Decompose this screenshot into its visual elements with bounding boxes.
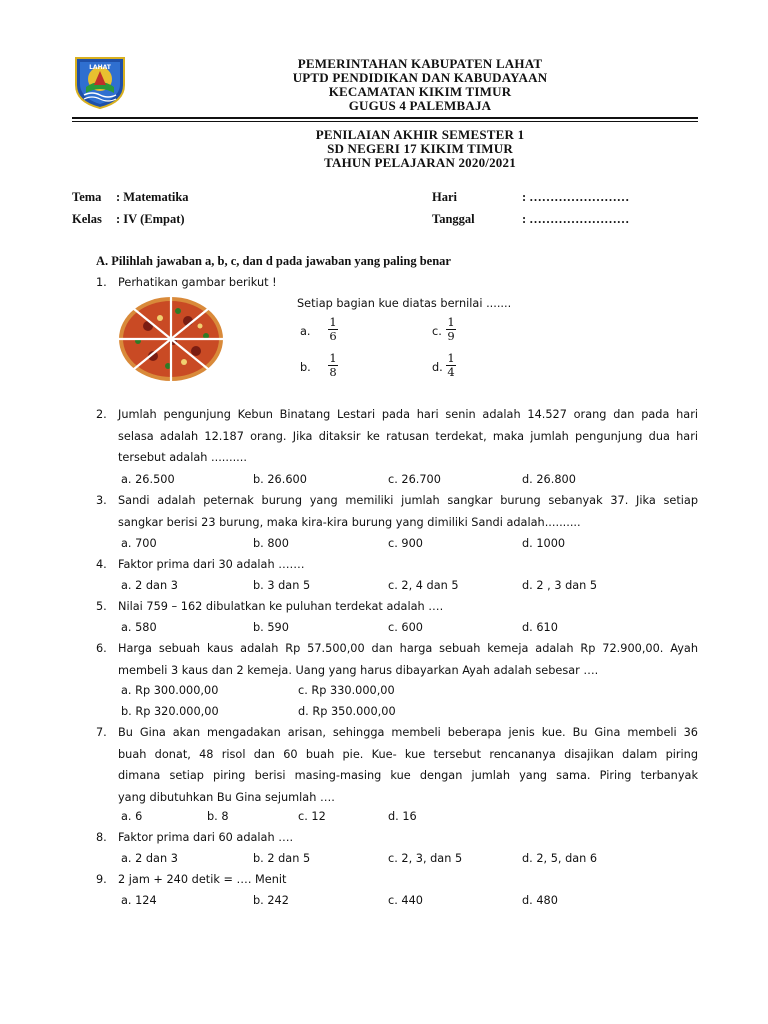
q1-option-c-label: c. — [432, 325, 442, 338]
hari-label: Hari — [432, 190, 457, 204]
q7-line-2: buah donat, 48 risol dan 60 buah pie. Kue- kue tersebut rencananya disajikan dalam piring — [118, 747, 698, 761]
q7-line-1: Bu Gina akan mengadakan arisan, sehingga membeli beberapa jenis kue. Bu Gina membeli 36 — [118, 726, 698, 739]
q5-option-a: a. 580 — [121, 621, 157, 634]
q2-line-1: Jumlah pengunjung Kebun Binatang Lestari pada hari senin adalah 14.527 orang dan pada hari — [118, 408, 698, 421]
q7-option-a: a. 6 — [121, 810, 143, 823]
q7-number: 7. — [96, 726, 107, 739]
exam-title-line-1: PENILAIAN AKHIR SEMESTER 1 — [315, 127, 525, 142]
q6-option-b: b. Rp 320.000,00 — [121, 705, 219, 718]
q7-line-4: yang dibutuhkan Bu Gina sejumlah …. — [118, 790, 335, 804]
q1-option-b-denominator: 8 — [329, 365, 337, 379]
tema-label: Tema — [72, 190, 102, 204]
q1-option-b-numerator: 1 — [329, 351, 337, 365]
q2-number: 2. — [96, 408, 107, 421]
tanggal-value: : …………………… — [522, 212, 630, 226]
q1-option-c-fraction — [446, 316, 456, 343]
q1-option-d-fraction — [446, 352, 456, 379]
q7-option-d: d. 16 — [388, 810, 417, 823]
q9-number: 9. — [96, 873, 107, 886]
header-line-4: GUGUS 4 PALEMBAJA — [348, 98, 492, 113]
q2-text — [118, 404, 698, 469]
q2-option-b: b. 26.600 — [253, 473, 307, 486]
q1-option-d-denominator: 4 — [447, 365, 455, 379]
q1-number: 1. — [96, 276, 107, 289]
q5-number: 5. — [96, 600, 107, 613]
q5-text: Nilai 759 – 162 dibulatkan ke puluhan terdekat adalah …. — [118, 600, 444, 613]
q5-option-d: d. 610 — [522, 621, 558, 634]
q8-option-c: c. 2, 3, dan 5 — [388, 852, 463, 865]
q1-option-d-numerator: 1 — [447, 351, 455, 365]
q6-option-a: a. Rp 300.000,00 — [121, 684, 219, 697]
q9-option-a: a. 124 — [121, 894, 157, 907]
q4-option-a: a. 2 dan 3 — [121, 579, 178, 592]
q3-option-a: a. 700 — [121, 537, 157, 550]
q3-line-2: sangkar berisi 23 burung, maka kira-kira burung yang dimiliki Sandi adalah.......... — [118, 515, 581, 529]
q1-text: Perhatikan gambar berikut ! — [118, 276, 277, 289]
q2-option-a: a. 26.500 — [121, 473, 175, 486]
kelas-value: : IV (Empat) — [116, 212, 185, 226]
q3-option-b: b. 800 — [253, 537, 289, 550]
exam-title-line-2: SD NEGERI 17 KIKIM TIMUR — [327, 141, 513, 156]
q1-option-b-fraction — [328, 352, 338, 379]
q7-line-3: dimana setiap piring berisi masing-masing kue dengan jumlah yang sama. Piring terbanyak — [118, 769, 698, 782]
q8-text: Faktor prima dari 60 adalah …. — [118, 831, 294, 844]
q1-option-a-fraction — [328, 316, 338, 343]
q1-option-b-label: b. — [300, 361, 311, 374]
header-line-2: UPTD PENDIDIKAN DAN KABUDAYAAN — [292, 70, 548, 85]
logo-text: LAHAT — [89, 64, 111, 71]
q3-line-1: Sandi adalah peternak burung yang memiliki jumlah sangkar burung sebanyak 37. Jika setiap — [118, 494, 698, 507]
q4-number: 4. — [96, 558, 107, 571]
q3-number: 3. — [96, 494, 107, 507]
header-line-1: PEMERINTAHAN KABUPATEN LAHAT — [297, 56, 543, 71]
q1-option-c-denominator: 9 — [447, 329, 455, 343]
hari-value: : …………………… — [522, 190, 630, 204]
kelas-label: Kelas — [72, 212, 102, 226]
q3-option-c: c. 900 — [388, 537, 423, 550]
q5-option-b: b. 590 — [253, 621, 289, 634]
q8-option-a: a. 2 dan 3 — [121, 852, 178, 865]
q4-option-d: d. 2 , 3 dan 5 — [522, 579, 598, 592]
q6-text — [118, 638, 698, 681]
header-divider-thick — [72, 117, 698, 119]
q7-text — [118, 722, 698, 808]
q8-option-d: d. 2, 5, dan 6 — [522, 852, 598, 865]
q9-text: 2 jam + 240 detik = …. Menit — [118, 873, 287, 886]
header-line-3: KECAMATAN KIKIM TIMUR — [328, 84, 512, 99]
q6-line-1: Harga sebuah kaus adalah Rp 57.500,00 dan harga sebuah kemeja adalah Rp 72.900,00. Ayah — [118, 642, 698, 655]
q6-option-c: c. Rp 330.000,00 — [298, 684, 395, 697]
tema-value: : Matematika — [116, 190, 189, 204]
q7-option-c: c. 12 — [298, 810, 326, 823]
section-a-instruction: A. Pilihlah jawaban a, b, c, dan d pada jawaban yang paling benar — [96, 254, 451, 268]
q9-option-d: d. 480 — [522, 894, 558, 907]
q2-option-c: c. 26.700 — [388, 473, 441, 486]
kabupaten-lahat-logo — [72, 55, 128, 109]
q1-subtext: Setiap bagian kue diatas bernilai ....... — [297, 297, 512, 310]
q3-option-d: d. 1000 — [522, 537, 566, 550]
q2-option-d: d. 26.800 — [522, 473, 576, 486]
q4-option-b: b. 3 dan 5 — [253, 579, 311, 592]
exam-title-line-3: TAHUN PELAJARAN 2020/2021 — [324, 155, 516, 170]
q3-text — [118, 490, 698, 533]
q8-option-b: b. 2 dan 5 — [253, 852, 311, 865]
q5-option-c: c. 600 — [388, 621, 423, 634]
q6-number: 6. — [96, 642, 107, 655]
q6-option-d: d. Rp 350.000,00 — [298, 705, 396, 718]
q8-number: 8. — [96, 831, 107, 844]
q1-option-a-numerator: 1 — [329, 315, 337, 329]
q1-option-c-numerator: 1 — [447, 315, 455, 329]
tanggal-label: Tanggal — [432, 212, 475, 226]
q7-option-b: b. 8 — [207, 810, 229, 823]
q2-line-3: tersebut adalah .......... — [118, 451, 247, 464]
q4-text: Faktor prima dari 30 adalah ……. — [118, 558, 305, 571]
pizza-image — [118, 296, 224, 382]
q1-option-a-label: a. — [300, 325, 311, 338]
q2-line-2: selasa adalah 12.187 orang. Jika ditaksir ke ratusan terdekat, maka jumlah pengunjung dua hari — [118, 429, 698, 443]
q9-option-b: b. 242 — [253, 894, 289, 907]
q1-option-d-label: d. — [432, 361, 443, 374]
q1-option-a-denominator: 6 — [329, 329, 337, 343]
q6-line-2: membeli 3 kaus dan 2 kemeja. Uang yang harus dibayarkan Ayah adalah sebesar …. — [118, 663, 599, 677]
q9-option-c: c. 440 — [388, 894, 423, 907]
q4-option-c: c. 2, 4 dan 5 — [388, 579, 459, 592]
header-divider-thin — [72, 121, 698, 122]
